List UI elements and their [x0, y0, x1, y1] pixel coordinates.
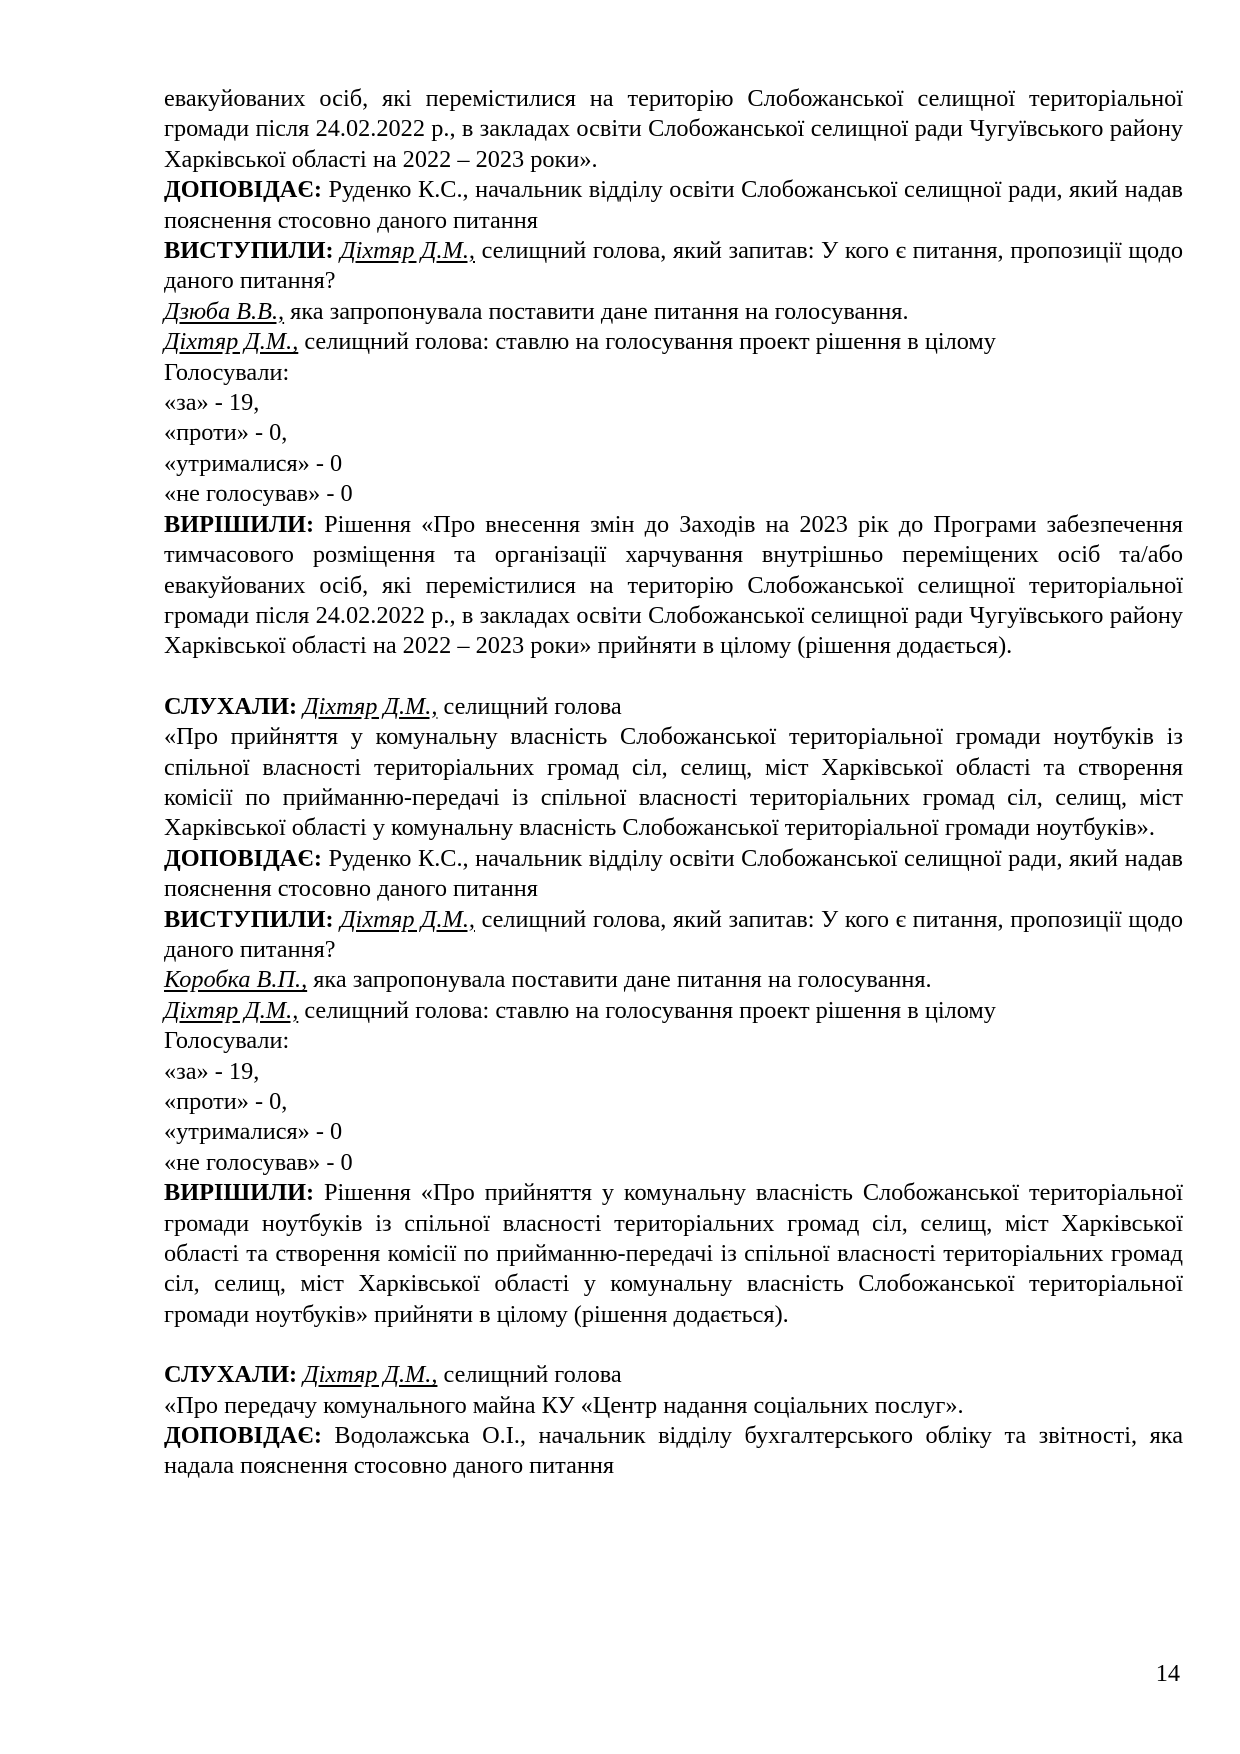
section1-decided-text: Рішення «Про внесення змін до Заходів на 2023 рік до Програми забезпечення тимчасового розміщення та організації харчування внутрішньо переміщених осіб та/або евакуйованих осіб, які перемістилися на територію Слобожанської селищної територіальної громади після 24.02.2022 р., в закладах освіти Слобожанської селищної ради Чугуївського району Харківської області на 2022 – 2023 роки» прийняти в цілому (рішення додається).	[164, 510, 1183, 660]
section2-proposer	[164, 965, 1183, 995]
section1-head-name: Діхтяр Д.М.,	[164, 328, 299, 356]
section3-heard	[164, 1360, 1183, 1390]
section1-vote-for: «за» - 19,	[164, 389, 260, 417]
section2-head	[164, 996, 1183, 1026]
section1-head	[164, 327, 1183, 357]
section1-voted-label: Голосували:	[164, 358, 290, 386]
section3-report-text: Водолажська О.І., начальник відділу бухгалтерського обліку та звітності, яка надала пояснення стосовно даного питання	[164, 1422, 1183, 1480]
section2-proposer-text: яка запропонувала поставити дане питання на голосування.	[307, 966, 932, 994]
section2-report	[164, 844, 1183, 905]
decided-label: ВИРІШИЛИ:	[164, 510, 315, 538]
section1-report-text: Руденко К.С., начальник відділу освіти Слобожанської селищної ради, який надав пояснення стосовно даного питання	[164, 176, 1183, 234]
page-number: 14	[1155, 1660, 1180, 1687]
section2-vote-abstained: «утрималися» - 0	[164, 1118, 343, 1146]
section2-vote-against: «проти» - 0,	[164, 1088, 288, 1115]
section2-heard-name: Діхтяр Д.М.,	[303, 692, 438, 720]
section2-report-text: Руденко К.С., начальник відділу освіти Слобожанської селищної ради, який надав пояснення стосовно даного питання	[164, 844, 1183, 903]
section2-decided	[164, 1178, 1183, 1330]
section-gap	[164, 1330, 1183, 1360]
heard-label: СЛУХАЛИ:	[164, 1361, 298, 1389]
section2-voted-label: Голосували:	[164, 1027, 290, 1055]
heard-label: СЛУХАЛИ:	[164, 692, 298, 720]
reports-label: ДОПОВІДАЄ:	[164, 1422, 322, 1450]
section2-decided-text: Рішення «Про прийняття у комунальну власність Слобожанської територіальної громади ноутбуків із спільної власності територіальних громад сіл, селищ, міст Харківської області та створення комісії по прийманню-передачі із спільної власності територіальних громад сіл, селищ, міст Харківської області у комунальну власність Слобожанської територіальної громади ноутбуків» прийняти в цілому (рішення додається).	[164, 1179, 1183, 1328]
section1-speaker-name: Діхтяр Д.М.,	[340, 237, 475, 265]
section3-heard-text: селищний голова	[437, 1361, 622, 1389]
section1-head-text: селищний голова: ставлю на голосування проект рішення в цілому	[298, 328, 996, 356]
spoke-label: ВИСТУПИЛИ:	[164, 237, 334, 265]
section1-speaker-text: селищний голова, який запитав: У кого є питання, пропозиції щодо даного питання?	[164, 237, 1184, 295]
section3-heard-name: Діхтяр Д.М.,	[303, 1361, 438, 1389]
section2-head-text: селищний голова: ставлю на голосування проект рішення в цілому	[298, 996, 996, 1024]
section3-report	[164, 1421, 1183, 1482]
section1-spoke	[164, 236, 1183, 297]
section2-topic: «Про прийняття у комунальну власність Слобожанської територіальної громади ноутбуків із спільної власності територіальних громад сіл, селищ, міст Харківської області та створення комісії по прийманню-передачі із спільної власності територіальних громад сіл, селищ, міст Харківської області у комунальну власність Слобожанської територіальної громади ноутбуків».	[164, 723, 1183, 842]
reports-label: ДОПОВІДАЄ:	[164, 176, 322, 204]
section3-topic: «Про передачу комунального майна КУ «Центр надання соціальних послуг».	[164, 1391, 964, 1419]
section1-proposer-text: яка запропонувала поставити дане питання на голосування.	[284, 297, 909, 325]
spoke-label: ВИСТУПИЛИ:	[164, 905, 334, 933]
section2-vote-for: «за» - 19,	[164, 1057, 260, 1085]
section1-vote-against: «проти» - 0,	[164, 419, 288, 447]
section1-proposer-name: Дзюба В.В.,	[164, 297, 285, 325]
section1-proposer	[164, 297, 1183, 327]
section2-spoke	[164, 905, 1183, 966]
section2-heard	[164, 692, 1183, 722]
section2-proposer-name: Коробка В.П.,	[164, 966, 308, 994]
section1-decided	[164, 510, 1183, 662]
section2-speaker-text: селищний голова, який запитав: У кого є питання, пропозиції щодо даного питання?	[164, 905, 1184, 963]
section1-report	[164, 175, 1183, 236]
section2-vote-not-voted: «не голосував» - 0	[164, 1148, 353, 1176]
document-page	[164, 84, 1183, 1482]
reports-label: ДОПОВІДАЄ:	[164, 844, 322, 872]
section2-speaker-name: Діхтяр Д.М.,	[340, 905, 475, 933]
intro-paragraph: евакуйованих осіб, які перемістилися на територію Слобожанської селищної територіальної громади після 24.02.2022 р., в закладах освіти Слобожанської селищної ради Чугуївського району Харківської області на 2022 – 2023 роки».	[164, 85, 1183, 173]
section-gap	[164, 662, 1183, 692]
section1-vote-not-voted: «не голосував» - 0	[164, 480, 353, 508]
section2-heard-text: селищний голова	[437, 692, 622, 720]
decided-label: ВИРІШИЛИ:	[164, 1179, 315, 1207]
section2-head-name: Діхтяр Д.М.,	[164, 996, 299, 1024]
section1-vote-abstained: «утрималися» - 0	[164, 449, 343, 477]
